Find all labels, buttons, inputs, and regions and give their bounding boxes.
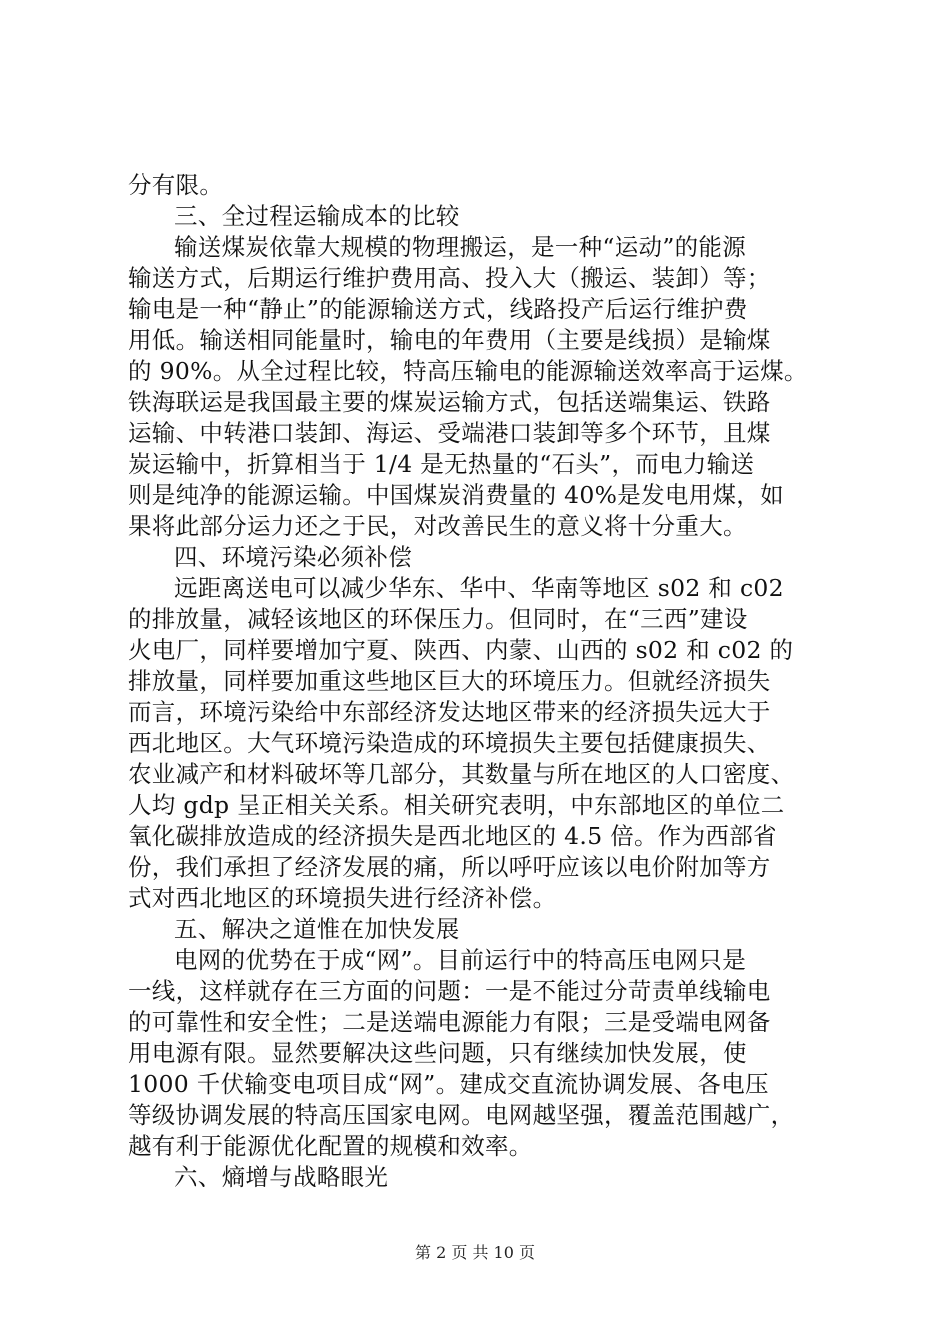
paragraph-line: 运输、中转港口装卸、海运、受端港口装卸等多个环节，且煤 xyxy=(128,419,771,447)
paragraph-line-indented: 五、解决之道惟在加快发展 xyxy=(174,915,460,943)
paragraph-line: 则是纯净的能源运输。中国煤炭消费量的 40%是发电用煤，如 xyxy=(128,481,784,509)
paragraph-line: 的 90%。从全过程比较，特高压输电的能源输送效率高于运煤。 xyxy=(128,357,808,385)
paragraph-line: 氧化碳排放造成的经济损失是西北地区的 4.5 倍。作为西部省 xyxy=(128,822,777,850)
paragraph-line-indented: 电网的优势在于成“网”。目前运行中的特高压电网只是 xyxy=(174,946,747,974)
paragraph-line: 用电源有限。显然要解决这些问题，只有继续加快发展，使 xyxy=(128,1039,747,1067)
paragraph-line: 的排放量，减轻该地区的环保压力。但同时，在“三西”建设 xyxy=(128,605,748,633)
paragraph-line: 而言，环境污染给中东部经济发达地区带来的经济损失远大于 xyxy=(128,698,771,726)
paragraph-line: 西北地区。大气环境污染造成的环境损失主要包括健康损失、 xyxy=(128,729,771,757)
paragraph-line-indented: 四、环境污染必须补偿 xyxy=(174,543,412,571)
paragraph-line: 农业减产和材料破坏等几部分，其数量与所在地区的人口密度、 xyxy=(128,760,795,788)
page-footer: 第 2 页 共 10 页 xyxy=(415,1243,535,1262)
paragraph-line: 1000 千伏输变电项目成“网”。建成交直流协调发展、各电压 xyxy=(128,1070,769,1098)
paragraph-line: 炭运输中，折算相当于 1/4 是无热量的“石头”，而电力输送 xyxy=(128,450,755,478)
paragraph-line: 铁海联运是我国最主要的煤炭运输方式，包括送端集运、铁路 xyxy=(128,388,771,416)
paragraph-line: 用低。输送相同能量时，输电的年费用（主要是线损）是输煤 xyxy=(128,326,771,354)
paragraph-line-indented: 六、熵增与战略眼光 xyxy=(174,1163,389,1191)
paragraph-line-indented: 三、全过程运输成本的比较 xyxy=(174,202,460,230)
paragraph-line: 份，我们承担了经济发展的痛，所以呼吁应该以电价附加等方 xyxy=(128,853,771,881)
paragraph-line: 一线，这样就存在三方面的问题：一是不能过分苛责单线输电 xyxy=(128,977,771,1005)
paragraph-line: 分有限。 xyxy=(128,171,224,199)
paragraph-line: 等级协调发展的特高压国家电网。电网越坚强，覆盖范围越广， xyxy=(128,1101,795,1129)
paragraph-line: 式对西北地区的环境损失进行经济补偿。 xyxy=(128,884,557,912)
document-body xyxy=(128,170,840,1193)
paragraph-line: 输电是一种“静止”的能源输送方式，线路投产后运行维护费 xyxy=(128,295,748,323)
paragraph-line: 越有利于能源优化配置的规模和效率。 xyxy=(128,1132,533,1160)
paragraph-line: 火电厂，同样要增加宁夏、陕西、内蒙、山西的 s02 和 c02 的 xyxy=(128,636,794,664)
paragraph-line: 排放量，同样要加重这些地区巨大的环境压力。但就经济损失 xyxy=(128,667,771,695)
paragraph-line-indented: 输送煤炭依靠大规模的物理搬运，是一种“运动”的能源 xyxy=(174,233,747,261)
paragraph-line: 人均 gdp 呈正相关关系。相关研究表明，中东部地区的单位二 xyxy=(128,791,785,819)
paragraph-line-indented: 远距离送电可以减少华东、华中、华南等地区 s02 和 c02 xyxy=(174,574,784,602)
paragraph-line: 果将此部分运力还之于民，对改善民生的意义将十分重大。 xyxy=(128,512,747,540)
paragraph-line: 输送方式，后期运行维护费用高、投入大（搬运、装卸）等； xyxy=(128,264,771,292)
paragraph-line: 的可靠性和安全性；二是送端电源能力有限；三是受端电网备 xyxy=(128,1008,771,1036)
